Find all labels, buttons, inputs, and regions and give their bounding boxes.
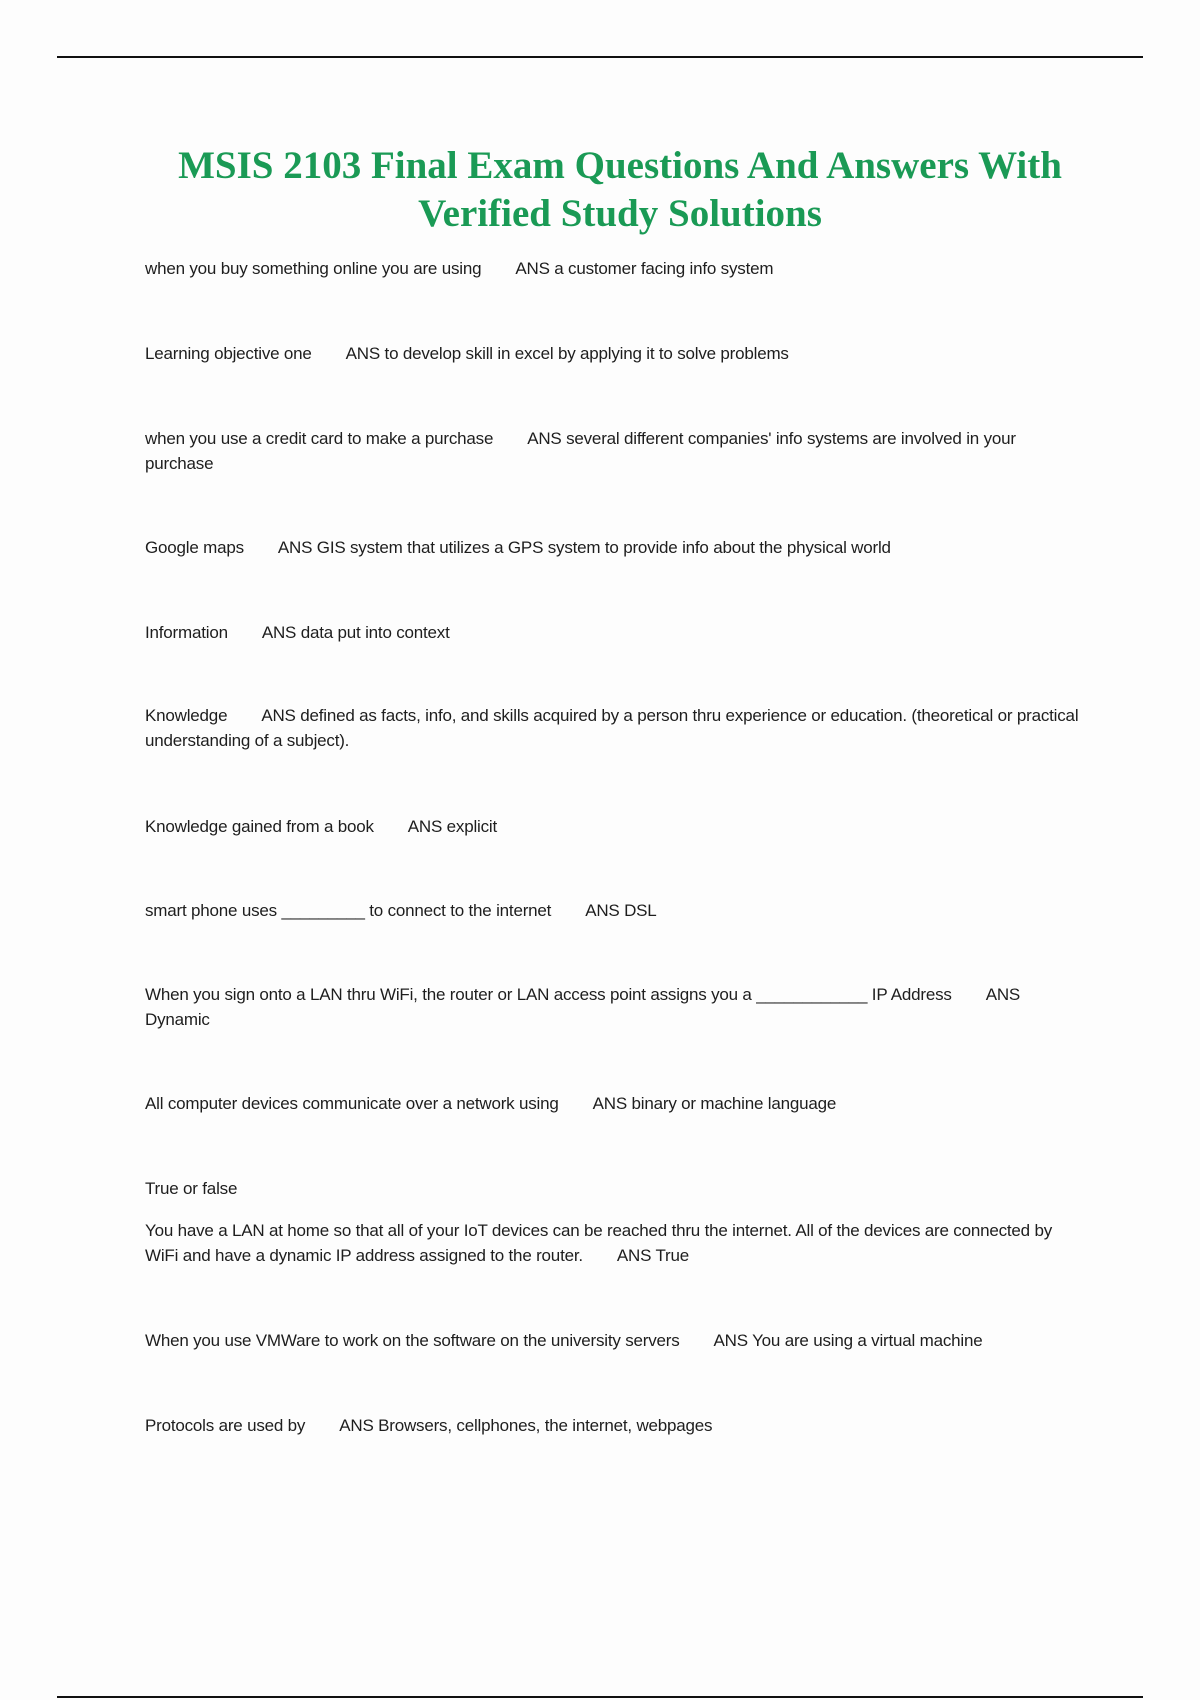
document-title: MSIS 2103 Final Exam Questions And Answers With Verified Study Solutions [178, 144, 1062, 235]
qa-item [145, 1413, 1085, 1438]
qa-item [145, 535, 1085, 560]
answer-text: ANS explicit [407, 817, 498, 836]
qa-item [145, 1328, 1085, 1353]
question-text: smart phone uses _________ to connect to the internet [145, 901, 552, 920]
question-text: Protocols are used by [145, 1416, 306, 1435]
qa-item [145, 814, 1085, 839]
question-text: Google maps [145, 538, 244, 557]
qa-item [145, 703, 1085, 753]
answer-text: ANS several different companies' info systems are involved in your purchase [145, 429, 1016, 473]
question-text: when you use a credit card to make a purchase [145, 429, 494, 448]
question-text: When you sign onto a LAN thru WiFi, the router or LAN access point assigns you a ____________ IP Address [145, 985, 952, 1004]
answer-text: ANS a customer facing info system [515, 259, 774, 278]
question-text: All computer devices communicate over a network using [145, 1094, 559, 1113]
qa-item [145, 898, 1085, 923]
qa-item [145, 426, 1085, 476]
question-text: When you use VMWare to work on the software on the university servers [145, 1331, 680, 1350]
qa-item [145, 341, 1085, 366]
answer-text: ANS to develop skill in excel by applying it to solve problems [345, 344, 789, 363]
answer-text: ANS Dynamic [145, 985, 1021, 1029]
answer-text: ANS DSL [585, 901, 657, 920]
question-text: Knowledge gained from a book [145, 817, 374, 836]
answer-text: ANS data put into context [261, 623, 450, 642]
qa-item [145, 982, 1085, 1032]
question-text: when you buy something online you are using [145, 259, 482, 278]
footer-rule [57, 1696, 1143, 1698]
header-rule [57, 56, 1143, 58]
answer-text: ANS binary or machine language [592, 1094, 837, 1113]
qa-item [145, 1218, 1085, 1268]
question-text: Information [145, 623, 228, 642]
qa-item [145, 256, 1085, 281]
question-text: Knowledge [145, 706, 228, 725]
question-text: True or false [145, 1179, 238, 1198]
qa-item [145, 1176, 1085, 1201]
qa-item [145, 620, 1085, 645]
answer-text: ANS GIS system that utilizes a GPS system to provide info about the physical world [277, 538, 891, 557]
qa-item [145, 1091, 1085, 1116]
answer-text: ANS True [616, 1246, 689, 1265]
answer-text: ANS You are using a virtual machine [713, 1331, 983, 1350]
answer-text: ANS Browsers, cellphones, the internet, webpages [339, 1416, 713, 1435]
question-text: Learning objective one [145, 344, 312, 363]
question-text: You have a LAN at home so that all of your IoT devices can be reached thru the internet. All of the devices are connected by WiFi and have a dynamic IP address assigned to the router. [145, 1221, 1053, 1265]
answer-text: ANS defined as facts, info, and skills acquired by a person thru experience or education. (theoretical or practical understanding of a subject). [145, 706, 1079, 750]
